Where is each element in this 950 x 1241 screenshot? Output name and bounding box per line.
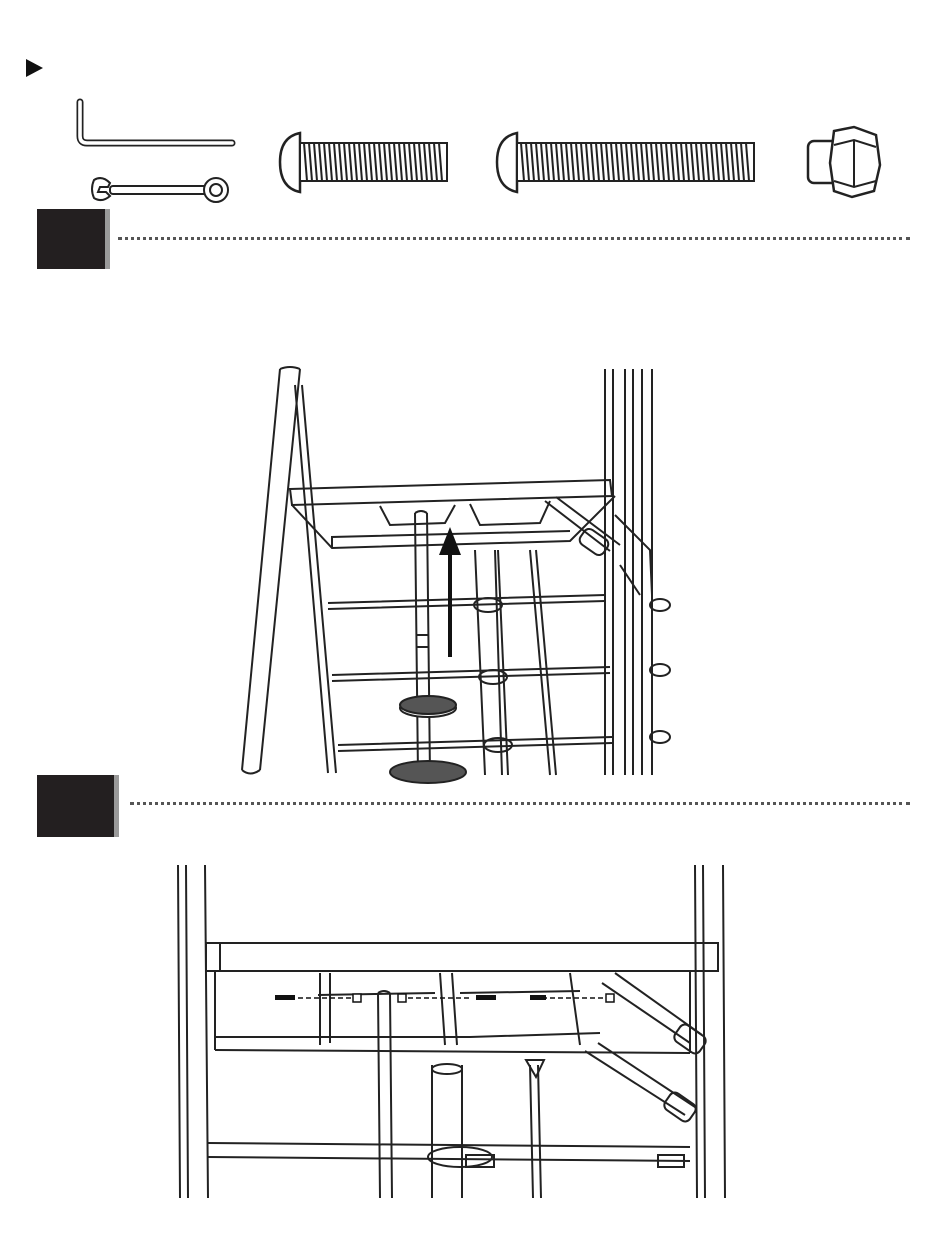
nut-icon xyxy=(804,125,884,200)
bolt-assembly-illustration xyxy=(170,865,730,1200)
long-bolt-icon xyxy=(495,130,760,195)
pole-insert-illustration xyxy=(240,365,680,777)
step-1-number-box xyxy=(37,209,105,269)
step-2-number-box xyxy=(37,775,114,837)
play-triangle-icon xyxy=(26,59,46,79)
step-1-divider xyxy=(118,237,910,240)
short-bolt-icon xyxy=(278,130,453,195)
hex-key-icon xyxy=(72,100,242,150)
wrench-icon xyxy=(88,175,233,205)
step-2-divider xyxy=(130,802,910,805)
